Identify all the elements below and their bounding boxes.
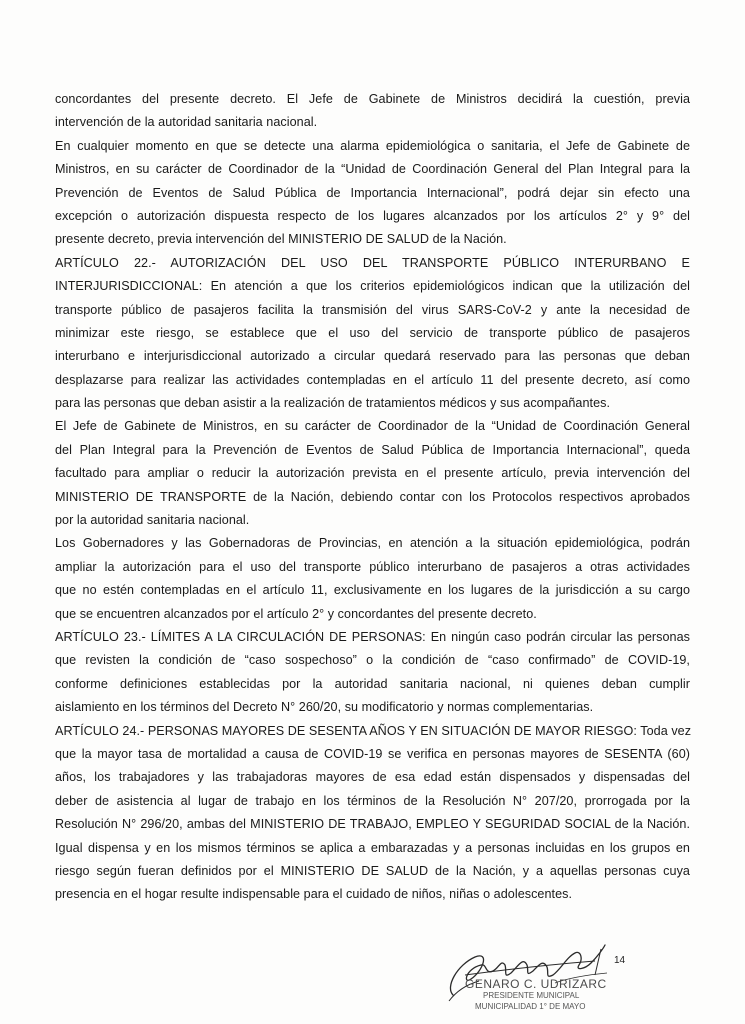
text-line: que no estén contempladas en el artículo 11, exclusivamente en los lugares de la jurisdicción a su cargo — [55, 583, 690, 598]
stamp-organization: MUNICIPALIDAD 1° DE MAYO — [475, 1002, 586, 1011]
text-line: concordantes del presente decreto. El Jefe de Gabinete de Ministros decidirá la cuestión, previa — [55, 92, 690, 106]
text-line: facultado para ampliar o reducir la autorización prevista en el presente artículo, previa intervención del — [55, 466, 690, 481]
text-line: para las personas que deban asistir a la realización de tratamientos médicos y sus acompañantes. — [55, 396, 611, 411]
signature-stamp — [435, 935, 635, 1015]
text-line: Igual dispensa y en los mismos términos se aplica a embarazadas y a personas incluidas en los grupos en — [55, 840, 690, 855]
text-line: años, los trabajadores y las trabajadoras mayores de esa edad están dispensados y dispensadas del — [55, 770, 690, 785]
text-line: ampliar la autorización para el uso del transporte público interurbano de pasajeros a otras actividades — [55, 559, 690, 574]
text-line: transporte público de pasajeros facilita la transmisión del virus SARS-CoV-2 y ante la necesidad de — [55, 302, 690, 317]
stamp-title: PRESIDENTE MUNICIPAL — [483, 991, 580, 1000]
text-line: INTERJURISDICCIONAL: En atención a que los criterios epidemiológicos indican que la utilización del — [55, 279, 690, 294]
text-line: que revisten la condición de “caso sospechoso” o la condición de “caso confirmado” de COVID-19, — [55, 653, 690, 668]
text-line: conforme definiciones establecidas por la autoridad sanitaria nacional, ni quienes deban cumplir — [55, 676, 690, 691]
document-body — [55, 88, 690, 907]
stamp-name: GENARO C. UDRIZARC — [465, 977, 607, 991]
page-number: 14 — [614, 955, 626, 966]
text-line: aislamiento en los términos del Decreto N° 260/20, su modificatorio y normas complementarias. — [55, 700, 594, 715]
text-line: Prevención de Eventos de Salud Pública de Importancia Internacional”, podrá dejar sin efecto una — [55, 185, 690, 200]
text-line: ARTÍCULO 23.- LÍMITES A LA CIRCULACIÓN DE PERSONAS: En ningún caso podrán circular las personas — [55, 629, 690, 644]
text-line: ARTÍCULO 24.- PERSONAS MAYORES DE SESENTA AÑOS Y EN SITUACIÓN DE MAYOR RIESGO: Toda vez — [55, 723, 692, 738]
text-line: deber de asistencia al lugar de trabajo en los términos de la Resolución N° 207/20, prorrogada por la — [55, 793, 690, 808]
text-line: que se encuentren alcanzados por el artículo 2° y concordantes del presente decreto. — [55, 606, 537, 621]
text-line: presente decreto, previa intervención del MINISTERIO DE SALUD de la Nación. — [55, 232, 507, 247]
text-line: Resolución N° 296/20, ambas del MINISTERIO DE TRABAJO, EMPLEO Y SEGURIDAD SOCIAL de la Nación. — [55, 817, 690, 832]
text-line: minimizar este riesgo, se establece que el uso del servicio de transporte público de pasajeros — [55, 325, 690, 340]
text-line: El Jefe de Gabinete de Ministros, en su carácter de Coordinador de la “Unidad de Coordinación General — [55, 419, 690, 434]
text-line: Ministros, en su carácter de Coordinador de la “Unidad de Coordinación General del Plan Integral para la — [55, 162, 690, 177]
text-line: riesgo según fueran definidos por el MINISTERIO DE SALUD de la Nación, y a aquellas personas cuya — [55, 863, 690, 878]
text-line: del Plan Integral para la Prevención de Eventos de Salud Pública de Importancia Internacional”, queda — [55, 442, 690, 457]
text-line: que la mayor tasa de mortalidad a causa de COVID-19 se verifica en personas mayores de SESENTA (60) — [55, 746, 690, 761]
text-line: Los Gobernadores y las Gobernadoras de Provincias, en atención a la situación epidemiológica, podrán — [55, 536, 690, 551]
text-line: presencia en el hogar resulte indispensable para el cuidado de niños, niñas o adolescentes. — [55, 887, 573, 902]
text-line: intervención de la autoridad sanitaria nacional. — [55, 115, 318, 130]
text-line: ARTÍCULO 22.- AUTORIZACIÓN DEL USO DEL TRANSPORTE PÚBLICO INTERURBANO E — [55, 255, 690, 270]
text-line: desplazarse para realizar las actividades contempladas en el artículo 11 del presente decreto, así como — [55, 372, 690, 387]
text-line: excepción o autorización dispuesta respecto de los lugares alcanzados por los artículos 2° y 9° del — [55, 208, 690, 223]
text-line: En cualquier momento en que se detecte una alarma epidemiológica o sanitaria, el Jefe de Gabinete de — [55, 138, 690, 153]
text-line: por la autoridad sanitaria nacional. — [55, 513, 250, 528]
text-line: interurbano e interjurisdiccional autorizado a circular quedará reservado para las personas que deban — [55, 349, 690, 364]
text-line: MINISTERIO DE TRANSPORTE de la Nación, debiendo contar con los Protocolos respectivos aprobados — [55, 489, 690, 504]
